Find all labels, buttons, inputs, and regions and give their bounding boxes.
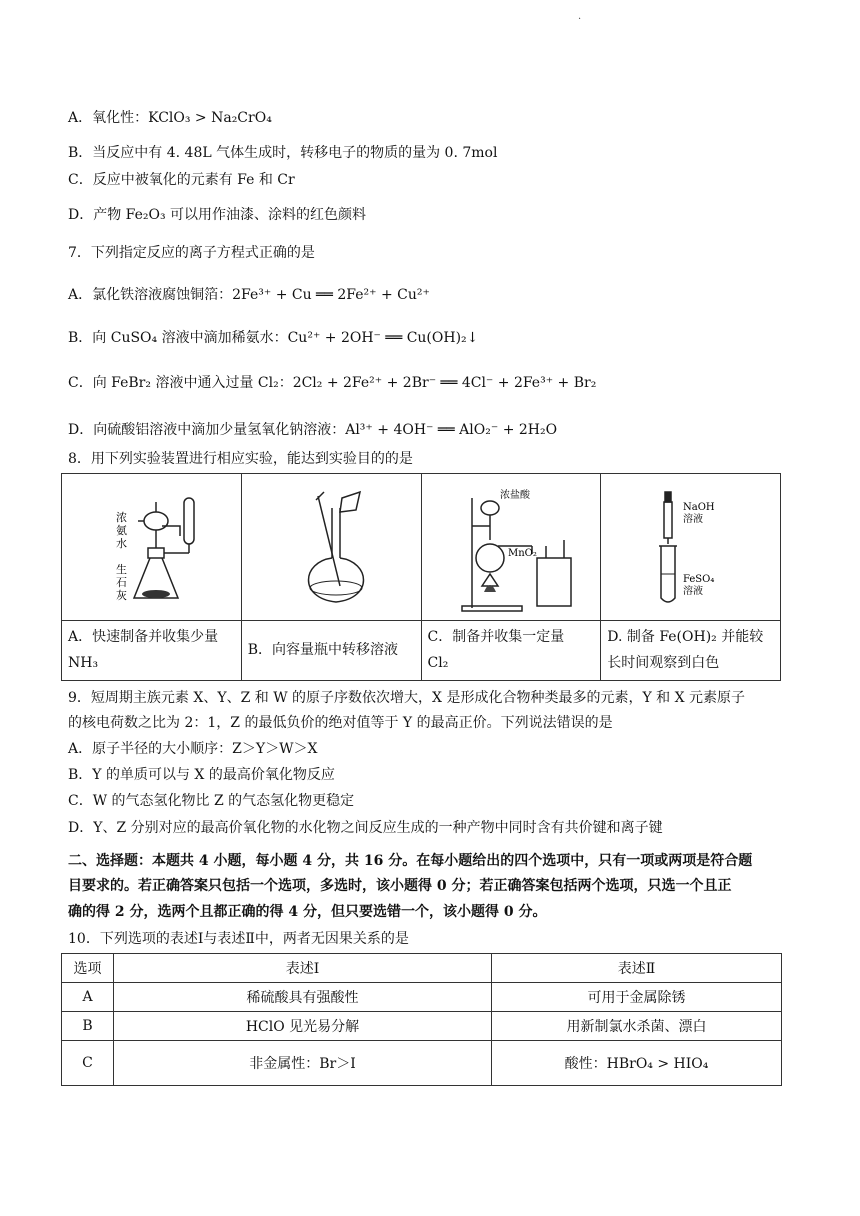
label-quicklime-1: 生	[116, 562, 127, 576]
page-mark: ·	[578, 14, 582, 25]
label-feso4: FeSO₄	[683, 573, 715, 585]
q9-option-c: C．W 的气态氢化物比 Z 的气态氢化物更稳定	[68, 793, 355, 809]
q7-option-c: C．向 FeBr₂ 溶液中通入过量 Cl₂：2Cl₂ + 2Fe²⁺ + 2Br⁻ ══ 4Cl⁻ + 2Fe³⁺ + Br₂	[68, 375, 597, 391]
label-naoh-solution: 溶液	[683, 513, 704, 525]
caption-d	[601, 620, 781, 680]
q7-option-d: D．向硫酸铝溶液中滴加少量氢氧化钠溶液：Al³⁺ + 4OH⁻ ══ AlO₂⁻ + 2H₂O	[68, 422, 558, 438]
table-row	[62, 1041, 782, 1086]
q10-header-option: 选项	[62, 954, 114, 983]
ammonia-apparatus-drawing	[62, 478, 240, 616]
caption-d-line1: D. 制备 Fe(OH)₂ 并能较	[607, 629, 764, 646]
q6-option-b: B．当反应中有 4. 48L 气体生成时，转移电子的物质的量为 0. 7mol	[68, 145, 498, 161]
caption-b	[241, 620, 421, 680]
q7-option-b: B．向 CuSO₄ 溶液中滴加稀氨水：Cu²⁺ + 2OH⁻ ══ Cu(OH)₂↓	[68, 330, 479, 346]
q8-stem: 8．用下列实验装置进行相应实验，能达到实验目的的是	[68, 451, 413, 467]
volumetric-flask-drawing	[242, 478, 420, 616]
label-mno2: MnO₂	[507, 547, 537, 559]
apparatus-a	[62, 474, 242, 621]
q10-cell: 用新制氯水杀菌、漂白	[492, 1012, 782, 1041]
apparatus-table	[61, 473, 781, 681]
q10-cell: 稀硫酸具有强酸性	[114, 983, 492, 1012]
chlorine-apparatus-drawing	[422, 478, 600, 616]
label-feso4-solution: 溶液	[683, 585, 704, 597]
apparatus-b	[241, 474, 421, 621]
q10-header-statement-1: 表述Ⅰ	[114, 954, 492, 983]
q10-cell: 非金属性：Br＞I	[114, 1041, 492, 1086]
q10-cell: B	[62, 1012, 114, 1041]
caption-c-line1: C．制备并收集一定量	[427, 629, 565, 646]
q10-cell: A	[62, 983, 114, 1012]
label-ammonia: 氨	[116, 523, 127, 537]
q7-stem: 7．下列指定反应的离子方程式正确的是	[68, 245, 315, 261]
q9-option-d: D．Y、Z 分别对应的最高价氧化物的水化物之间反应生成的一种产物中同时含有共价键和离子键	[68, 820, 663, 836]
q7-option-a: A．氯化铁溶液腐蚀铜箔：2Fe³⁺ + Cu ══ 2Fe²⁺ + Cu²⁺	[68, 287, 430, 303]
apparatus-d	[601, 474, 781, 621]
q6-option-c: C．反应中被氧化的元素有 Fe 和 Cr	[68, 172, 295, 188]
apparatus-c	[421, 474, 601, 621]
ferrous-hydroxide-apparatus-drawing	[601, 478, 779, 616]
q9-option-b: B．Y 的单质可以与 X 的最高价氧化物反应	[68, 767, 335, 783]
caption-a	[62, 620, 242, 680]
label-naoh: NaOH	[683, 501, 715, 513]
q9-stem-2: 的核电荷数之比为 2：1，Z 的最低负价的绝对值等于 Y 的最高正价。下列说法错误的是	[68, 715, 613, 731]
q10-header-statement-2: 表述Ⅱ	[492, 954, 782, 983]
label-quicklime-3: 灰	[116, 588, 127, 602]
q10-stem: 10．下列选项的表述Ⅰ与表述Ⅱ中，两者无因果关系的是	[68, 931, 409, 947]
label-water: 水	[116, 536, 127, 550]
table-row	[62, 1012, 782, 1041]
q6-option-d: D．产物 Fe₂O₃ 可以用作油漆、涂料的红色颜料	[68, 207, 367, 223]
label-quicklime-2: 石	[116, 575, 127, 589]
q9-option-a: A．原子半径的大小顺序：Z＞Y＞W＞X	[68, 741, 318, 757]
section2-instructions-1: 二、选择题：本题共 4 小题，每小题 4 分，共 16 分。在每小题给出的四个选项中，只有一项或两项是符合题	[68, 853, 753, 869]
caption-c	[421, 620, 601, 680]
q10-cell: 可用于金属除锈	[492, 983, 782, 1012]
caption-a-line2: NH₃	[68, 655, 99, 672]
section2-instructions-2: 目要求的。若正确答案只包括一个选项，多选时，该小题得 0 分；若正确答案包括两个选项，只选一个且正	[68, 878, 732, 894]
q10-cell: 酸性：HBrO₄ > HIO₄	[492, 1041, 782, 1086]
q10-cell: HClO 见光易分解	[114, 1012, 492, 1041]
table-row	[62, 983, 782, 1012]
caption-d-line2: 长时间观察到白色	[607, 655, 720, 672]
q9-stem-1: 9．短周期主族元素 X、Y、Z 和 W 的原子序数依次增大，X 是形成化合物种类最多的元素，Y 和 X 元素原子	[68, 690, 746, 706]
q10-header-row	[62, 954, 782, 983]
q10-cell: C	[62, 1041, 114, 1086]
label-conc-hcl: 浓盐酸	[499, 489, 530, 501]
caption-b-line1: B．向容量瓶中转移溶液	[247, 642, 399, 659]
q6-option-a: A．氧化性：KClO₃ > Na₂CrO₄	[68, 110, 272, 126]
q10-table	[61, 953, 782, 1086]
section2-instructions-3: 确的得 2 分，选两个且都正确的得 4 分，但只要选错一个，该小题得 0 分。	[68, 904, 547, 920]
caption-c-line2: Cl₂	[427, 655, 449, 672]
caption-a-line1: A．快速制备并收集少量	[68, 629, 219, 646]
label-conc: 浓	[116, 510, 127, 524]
